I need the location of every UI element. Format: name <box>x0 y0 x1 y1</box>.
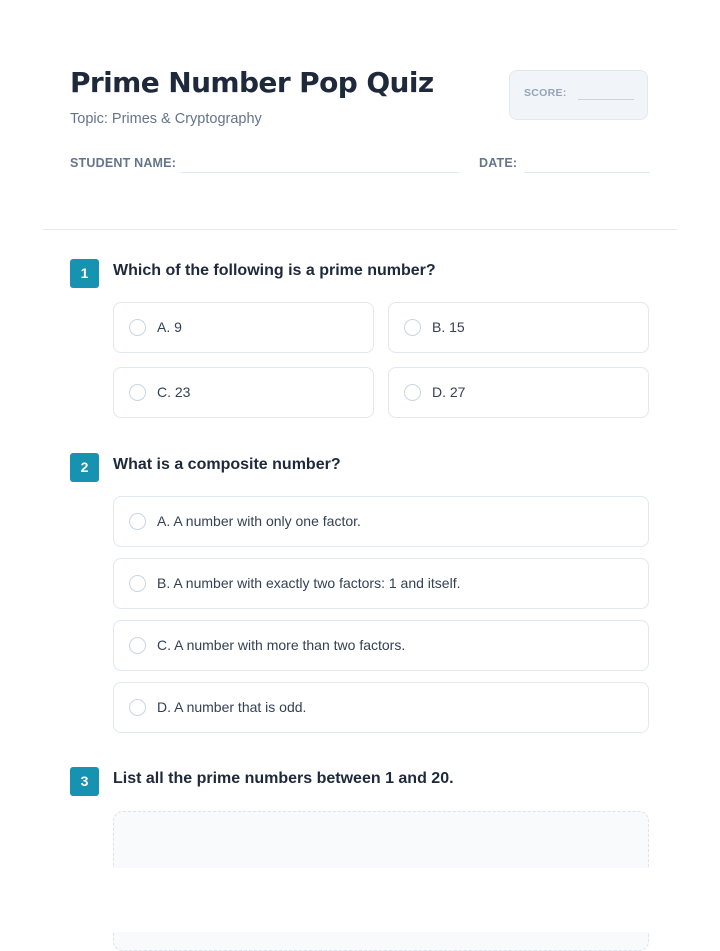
option-label: A. 9 <box>157 319 182 335</box>
option-label: B. A number with exactly two factors: 1 and itself. <box>157 575 461 591</box>
answer-option[interactable] <box>113 558 649 609</box>
question-text: List all the prime numbers between 1 and 20. <box>113 770 454 787</box>
radio-circle-icon[interactable] <box>129 319 146 336</box>
header-divider <box>43 229 677 230</box>
answer-option[interactable] <box>113 496 649 547</box>
question-text: What is a composite number? <box>113 456 341 473</box>
radio-circle-icon[interactable] <box>404 319 421 336</box>
answer-option[interactable] <box>388 367 649 418</box>
score-label: SCORE: <box>524 87 567 99</box>
option-label: C. A number with more than two factors. <box>157 637 406 653</box>
date-field[interactable] <box>524 172 650 173</box>
answer-option[interactable] <box>113 682 649 733</box>
score-input-line[interactable] <box>578 99 634 100</box>
option-label: D. A number that is odd. <box>157 699 307 715</box>
radio-circle-icon[interactable] <box>129 637 146 654</box>
option-label: D. 27 <box>432 384 466 400</box>
quiz-title: Prime Number Pop Quiz <box>70 66 434 99</box>
question-text: Which of the following is a prime number? <box>113 262 436 279</box>
student-name-field[interactable] <box>181 172 459 173</box>
page-bottom-margin <box>0 868 720 932</box>
question-number-badge: 3 <box>70 767 99 796</box>
option-label: A. A number with only one factor. <box>157 513 361 529</box>
question-number-badge: 1 <box>70 259 99 288</box>
option-label: C. 23 <box>157 384 191 400</box>
answer-option[interactable] <box>113 302 374 353</box>
option-label: B. 15 <box>432 319 465 335</box>
radio-circle-icon[interactable] <box>129 513 146 530</box>
radio-circle-icon[interactable] <box>129 575 146 592</box>
date-label: DATE: <box>479 156 518 170</box>
radio-circle-icon[interactable] <box>129 384 146 401</box>
answer-option[interactable] <box>113 620 649 671</box>
answer-option[interactable] <box>113 367 374 418</box>
student-name-label: STUDENT NAME: <box>70 156 177 170</box>
answer-option[interactable] <box>388 302 649 353</box>
quiz-topic: Topic: Primes & Cryptography <box>70 111 262 127</box>
radio-circle-icon[interactable] <box>129 699 146 716</box>
radio-circle-icon[interactable] <box>404 384 421 401</box>
score-box <box>509 70 648 120</box>
question-number-badge: 2 <box>70 453 99 482</box>
